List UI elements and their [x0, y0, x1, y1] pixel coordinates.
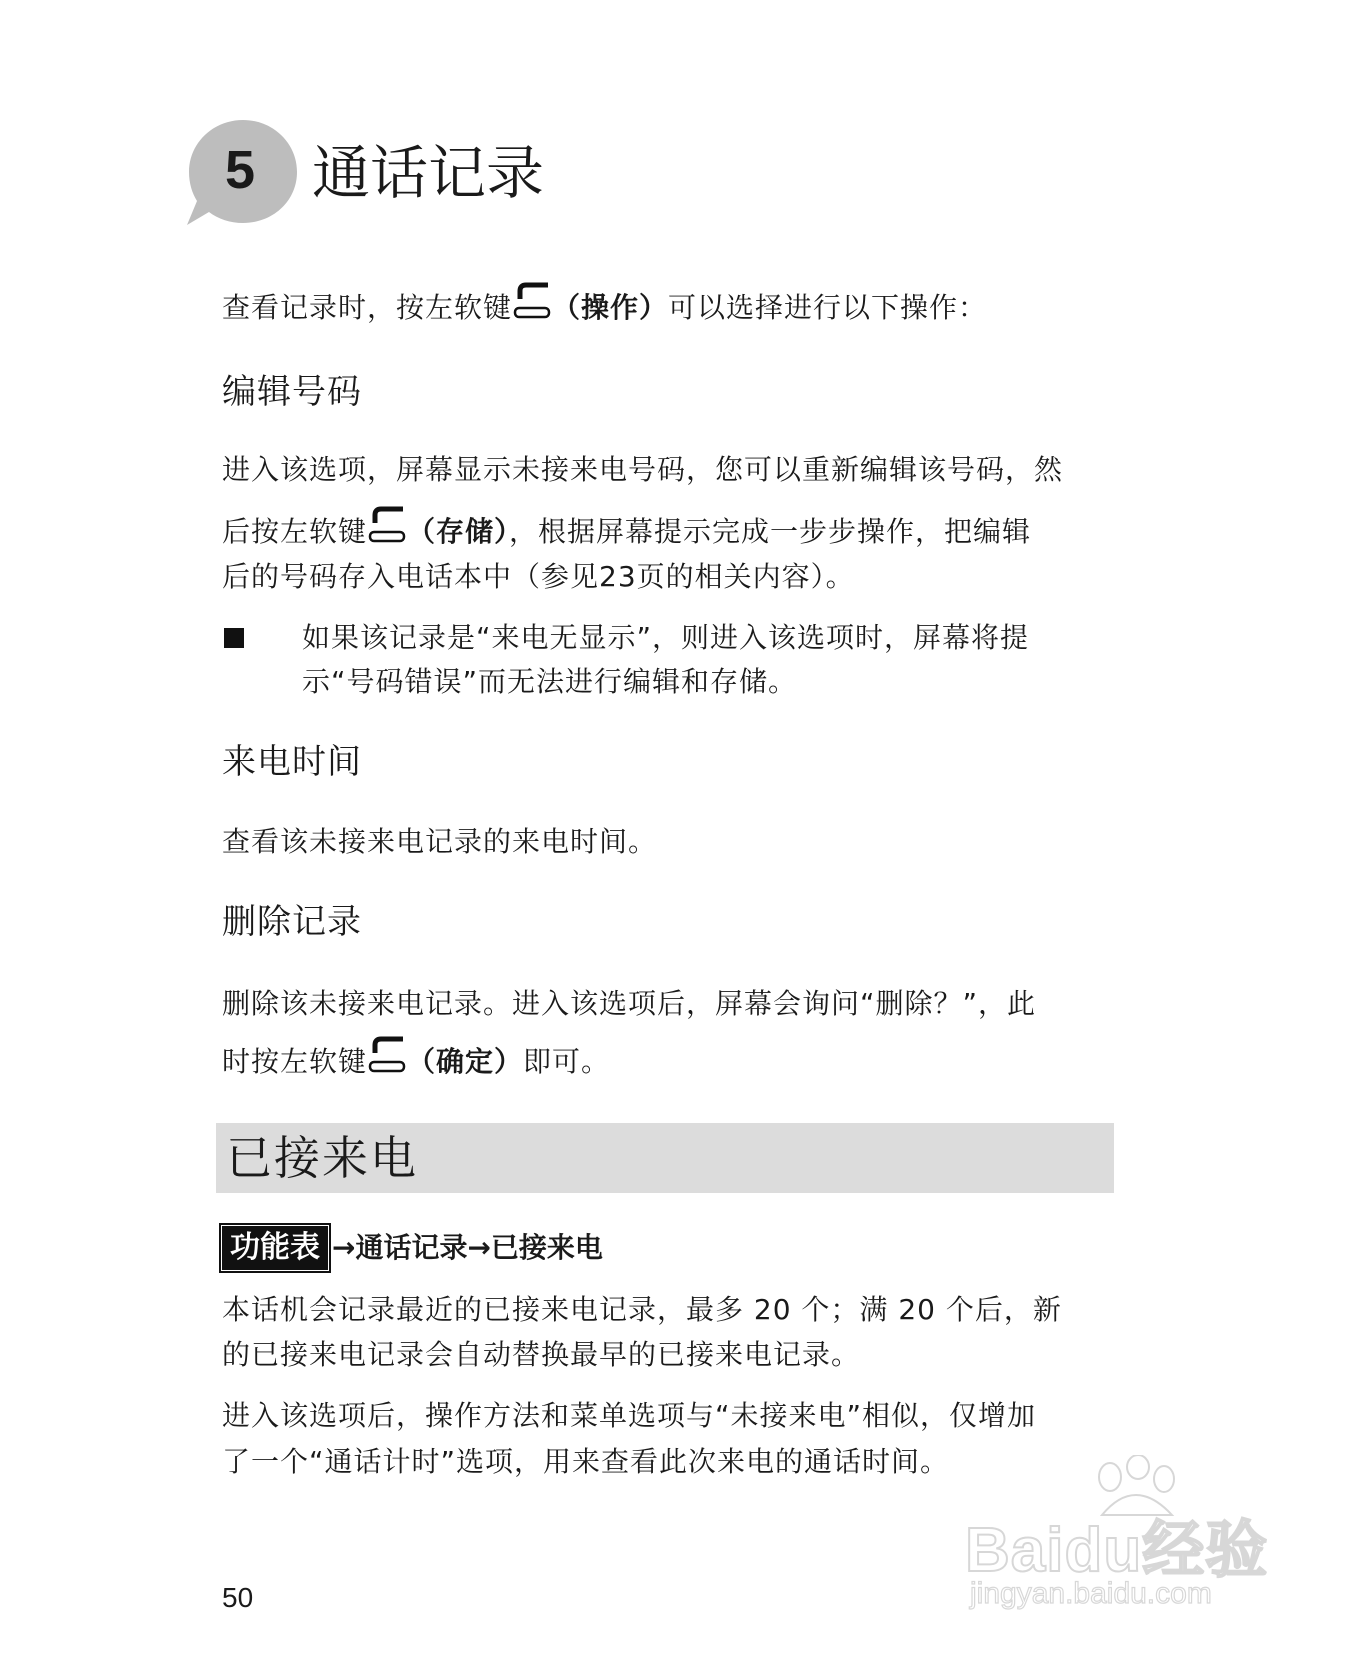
received-p1-line1: 本话机会记录最近的已接来电记录，最多 20 个；满 20 个后，新 [222, 1293, 1062, 1326]
intro-text-after: 可以选择进行以下操作： [668, 291, 988, 324]
edit-number-line2-after: ，根据屏幕提示完成一步步操作，把编辑 [509, 515, 1032, 548]
note-line2: 示“号码错误”而无法进行编辑和存储。 [302, 665, 798, 698]
left-softkey-icon [367, 503, 407, 547]
intro-line [222, 286, 987, 331]
delete-line1: 删除该未接来电记录。进入该选项后，屏幕会询问“删除？”，此 [222, 987, 1037, 1020]
save-key-label: （存储） [407, 515, 510, 548]
heading-delete-record: 删除记录 [222, 902, 362, 942]
baidu-watermark [965, 1455, 1295, 1615]
edit-number-line2 [222, 510, 1031, 555]
received-p2-line2: 了一个“通话计时”选项，用来查看此次来电的通话时间。 [222, 1445, 950, 1478]
edit-number-line2-text: 后按左软键 [222, 515, 368, 548]
received-p1-line2: 的已接来电记录会自动替换最早的已接来电记录。 [222, 1338, 861, 1371]
delete-line2-text: 时按左软键 [222, 1045, 368, 1078]
delete-line2 [222, 1040, 610, 1085]
bullet-square-icon [224, 628, 244, 648]
note-line1: 如果该记录是“来电无显示”，则进入该选项时，屏幕将提 [302, 621, 1030, 654]
delete-line2-after: 即可。 [523, 1045, 611, 1078]
left-softkey-icon [512, 279, 552, 323]
received-p2-line1: 进入该选项后，操作方法和菜单选项与“未接来电”相似，仅增加 [222, 1399, 1037, 1432]
intro-text: 查看记录时，按左软键 [222, 291, 513, 324]
chapter-title: 通话记录 [312, 139, 545, 207]
left-softkey-icon [367, 1033, 407, 1077]
chapter-number: 5 [224, 140, 256, 200]
section-title: 已接来电 [226, 1131, 418, 1185]
menu-tag: 功能表 [222, 1226, 328, 1270]
call-time-text: 查看该未接来电记录的来电时间。 [222, 825, 658, 858]
watermark-main: Baidu经验 [965, 1516, 1269, 1585]
confirm-key-label: （确定） [407, 1045, 524, 1078]
menu-breadcrumb [222, 1226, 603, 1270]
watermark-sub: jingyan.baidu.com [970, 1577, 1212, 1610]
edit-number-line3: 后的号码存入电话本中（参见23页的相关内容）。 [222, 560, 855, 593]
page-number: 50 [222, 1582, 254, 1613]
intro-key-label: （操作） [552, 291, 669, 324]
edit-number-line1: 进入该选项，屏幕显示未接来电号码，您可以重新编辑该号码，然 [222, 453, 1064, 486]
menu-path: →通话记录→已接来电 [332, 1231, 603, 1264]
heading-call-time: 来电时间 [222, 742, 362, 782]
heading-edit-number: 编辑号码 [222, 372, 362, 412]
